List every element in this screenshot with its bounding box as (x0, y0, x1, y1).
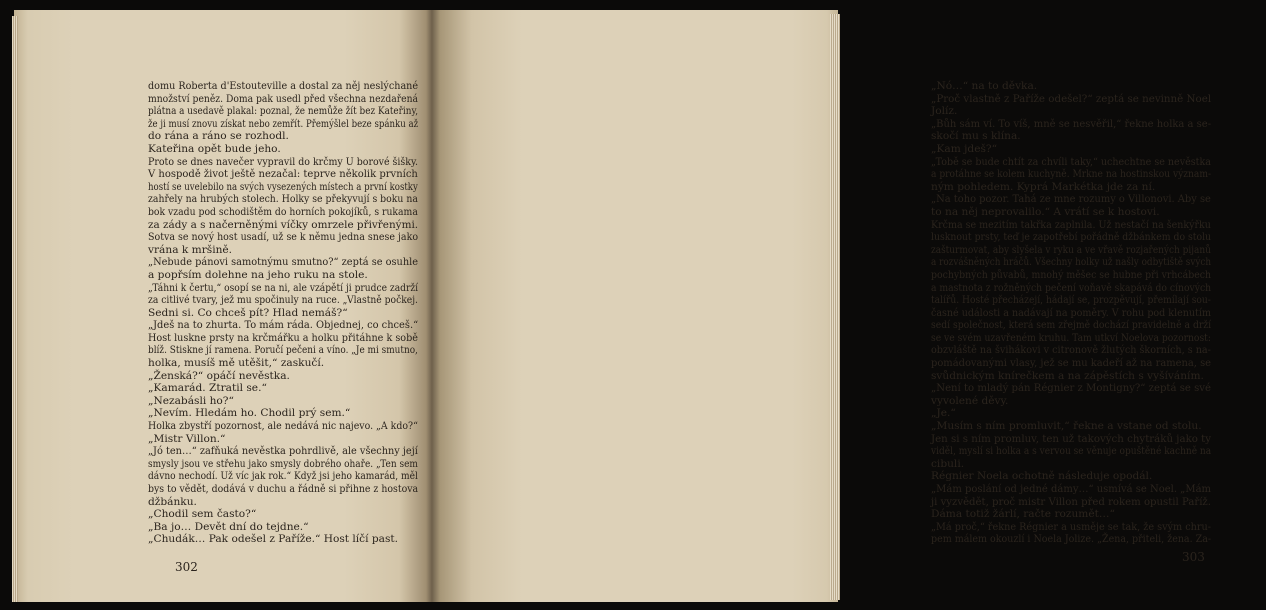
text-line: a popřsím dolehne na jeho ruku na stole. (148, 268, 368, 281)
text-line: viděl, myslí si holka a s vervou se věnuje opuštěné kachně na (931, 445, 1212, 458)
text-line: ným pohledem. Kyprá Markétka jde za ní. (931, 180, 1156, 193)
text-line: se ve svém uzavřeném kruhu. Tam utkví Noelova pozornost: (931, 331, 1211, 344)
text-line: svůdnickým knírečkem a na zápěstích s vyšíváním. (931, 369, 1204, 382)
text-line: „Tobě se bude chtít za chvíli taky,“ uchechtne se nevěstka (931, 155, 1211, 168)
text-line: ji vyzvědět, proč mistr Villon před rokem opustil Paříž. (931, 495, 1211, 508)
text-line: „Nevím. Hledám ho. Chodil prý sem.“ (148, 407, 351, 420)
text-line: „Musím s ním promluvit,“ řekne a vstane od stolu. (931, 420, 1202, 433)
text-line: „Chodil sem často?“ (148, 508, 257, 521)
text-line: V hospodě život ještě nezačal: teprve několik prvních (148, 168, 418, 181)
text-line: pochybných půvabů, mnohý měšec se hubne při vrhcábech (931, 268, 1211, 281)
text-line: a protáhne se kolem kuchyně. Mrkne na hostinskou význam- (931, 168, 1212, 181)
text-line: smysly jsou ve střehu jako smysly dobrého ohaře. „Ten sem (148, 457, 418, 470)
text-line: Sotva se nový host usadí, už se k němu jedna snese jako (148, 231, 419, 244)
text-line: zahřely na hrubých stolech. Holky se překyvují s boku na (148, 193, 418, 206)
text-line: „Na toho pozor. Tahá ze mne rozumy o Villonovi. Aby se (931, 193, 1211, 206)
text-line: že ji musí znovu získat nebo zemřít. Přemýšlel beze spánku až (148, 117, 419, 130)
text-line: bok vzadu pod schodištěm do horních pokojíků, s rukama (148, 205, 418, 218)
text-line: a mastnota z rožněných pečení voňavě skapává do cínových (931, 281, 1212, 294)
text-line: „Chudák… Pak odešel z Paříže.“ Host líčí past. (148, 533, 399, 546)
text-line: za citlivé tvary, jež mu spočinuly na ruce. „Vlastně počkej. (148, 294, 418, 307)
text-line: Sedni si. Co chceš pít? Hlad nemáš?“ (148, 306, 348, 319)
text-line: „Je.“ (931, 407, 956, 420)
left-page (14, 10, 432, 602)
text-line: to na něj neprovalilo.“ A vrátí se k hostovi. (931, 205, 1160, 218)
text-line: „Ba jo… Devět dní do tejdne.“ (148, 520, 309, 533)
text-line: cibuli. (931, 457, 965, 470)
text-line: obzvláště na švihákovi v citronově žlutých škorních, s na- (931, 344, 1211, 357)
text-line: množství peněz. Doma pak usedl před všechna nezdařená (148, 92, 419, 105)
text-line: Holka zbystří pozornost, ale nedává nic najevo. „A kdo?“ (148, 420, 418, 433)
right-page-text (931, 80, 1211, 546)
text-line: lusknout prsty, teď je zapotřebí pořádně džbánkem do stolu (931, 231, 1212, 244)
text-line: „Kamarád. Ztratil se.“ (148, 382, 267, 395)
text-line: vrána k mršině. (148, 243, 233, 256)
text-line: skočí mu s klína. (931, 130, 1021, 143)
right-page-edge (830, 14, 840, 600)
text-line: Krčma se mezitím takřka zaplnila. Už nestačí na šenkýřku (931, 218, 1211, 231)
right-page-number: 303 (1182, 550, 1205, 564)
text-line: Dáma totiž žárlí, račte rozumět…“ (931, 508, 1115, 521)
text-line: pomádovanými vlasy, jež se mu kadeří až na ramena, se (931, 357, 1212, 370)
text-line: talířů. Hosté přecházejí, hádají se, prozpěvují, přemílají sou- (931, 294, 1211, 307)
open-book (14, 10, 1212, 602)
text-line: sedí společnost, která sem zřejmě dochází pravidelně a drží (931, 319, 1212, 332)
text-line: zašturmovat, aby slyšela v ryku a ve vřavě rozjařených pijanů (931, 243, 1211, 256)
text-line: pem málem okouzlí i Noela Jolize. „Žena, přiteli, žena. Za- (931, 533, 1212, 546)
text-line: „Ženská?“ opáčí nevěstka. (148, 369, 290, 382)
text-line: časné události a nadávají na poměry. V rohu pod klenutím (931, 306, 1211, 319)
text-line: za zády a s načerněnými víčky omrzele přivřenými. (148, 218, 419, 231)
text-line: „Proč vlastně z Paříže odešel?“ zeptá se nevinně Noel (931, 92, 1212, 105)
text-line: „Kam jdeš?“ (931, 142, 997, 155)
text-line: do rána a ráno se rozhodl. (148, 130, 289, 143)
text-line: „Bůh sám ví. To víš, mně se nesvěřil,“ řekne holka a se- (931, 117, 1212, 130)
text-line: „Táhni k čertu,“ osopí se na ni, ale vzápětí ji prudce zadrží (148, 281, 419, 294)
text-line: a rozvášněných hráčů. Všechny holky už našly odbytiště svých (931, 256, 1212, 269)
text-line: „Má proč,“ řekne Régnier a usměje se tak, že svým chru- (931, 520, 1212, 533)
text-line: blíž. Stiskne jí ramena. Poručí pečeni a víno. „Je mi smutno, (148, 344, 418, 357)
left-page-text (148, 80, 418, 546)
text-line: plátna a usedavě plakal: poznal, že nemůže žít bez Kateřiny, (148, 105, 419, 118)
text-line: domu Roberta d'Estouteville a dostal za něj neslýchané (148, 80, 419, 92)
text-line: „Jdeš na to zhurta. To mám ráda. Objednej, co chceš.“ (148, 319, 419, 332)
text-line: Jolíz. (931, 105, 958, 118)
text-line: „Není to mladý pán Régnier z Montigny?“ zeptá se své (931, 382, 1211, 395)
text-line: bys to vědět, dodává v duchu a řádně si přihne z hostova (148, 483, 419, 495)
text-line: „Mám poslání od jedné dámy…“ usmívá se Noel. „Mám (931, 483, 1212, 495)
text-line: Proto se dnes navečer vypravil do krčmy U borové šišky. (148, 155, 419, 168)
right-page (432, 10, 1212, 602)
text-line: vyvolené děvy. (931, 394, 1009, 407)
text-line: Régnier Noela ochotně následuje opodál. (931, 470, 1153, 483)
text-line: hostí se uvelebilo na svých vysezených místech a první kostky (148, 180, 418, 193)
text-line: holka, musíš mě utěšit,“ zaskučí. (148, 357, 325, 370)
text-line: „Jó ten…“ zafňuká nevěstka pohrdlivě, ale všechny její (148, 445, 418, 458)
text-line: džbánku. (148, 495, 197, 508)
text-line: „Nebude pánovi samotnýmu smutno?“ zeptá se osuhle (148, 256, 419, 269)
text-line: „Mistr Villon.“ (148, 432, 226, 445)
text-line: „Nó…“ na to děvka. (931, 80, 1038, 92)
left-page-number: 302 (175, 560, 198, 574)
left-page-edge (12, 16, 18, 602)
text-line: Kateřina opět bude jeho. (148, 142, 281, 155)
text-line: Jen si s ním promluv, ten už takových chytráků jako ty (931, 432, 1212, 445)
text-line: „Nezabásli ho?“ (148, 394, 234, 407)
text-line: dávno nechodí. Už víc jak rok.“ Když jsi jeho kamarád, měl (148, 470, 418, 483)
text-line: Host luskne prsty na krčmářku a holku přitáhne k sobě (148, 331, 418, 344)
